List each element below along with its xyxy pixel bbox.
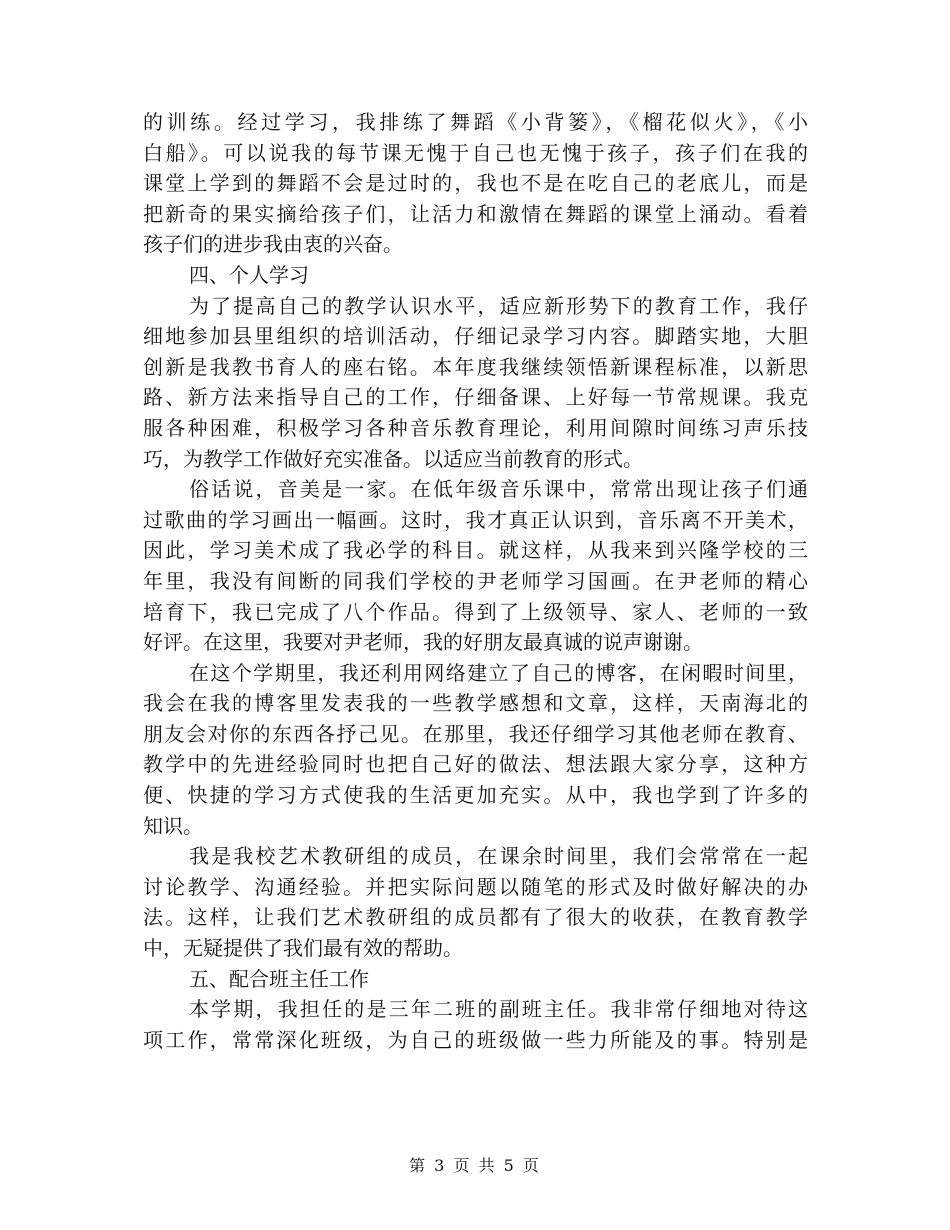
text-line: 细地参加县里组织的培训活动，仔细记录学习内容。脚踏实地，大胆 (143, 324, 808, 349)
text-line: 教学中的先进经验同时也把自己好的做法、想法跟大家分享，这种方 (143, 752, 808, 777)
text-line: 过歌曲的学习画出一幅画。这时，我才真正认识到，音乐离不开美术， (143, 507, 808, 532)
text-line: 四、个人学习 (189, 262, 309, 287)
text-line: 我会在我的博客里发表我的一些教学感想和文章，这样，天南海北的 (143, 691, 808, 716)
text-line: 把新奇的果实摘给孩子们，让活力和激情在舞蹈的课堂上涌动。看着 (143, 201, 808, 226)
text-line: 白船》。可以说我的每节课无愧于自己也无愧于孩子，孩子们在我的 (143, 140, 808, 165)
text-line: 讨论教学、沟通经验。并把实际问题以随笔的形式及时做好解决的办 (143, 874, 808, 899)
text-line: 便、快捷的学习方式使我的生活更加充实。从中，我也学到了许多的 (143, 783, 808, 808)
text-line: 朋友会对你的东西各抒己见。在那里，我还仔细学习其他老师在教育、 (143, 721, 808, 746)
text-line: 创新是我教书育人的座右铭。本年度我继续领悟新课程标准，以新思 (143, 354, 808, 379)
text-line: 为了提高自己的教学认识水平，适应新形势下的教育工作，我仔 (189, 293, 808, 318)
text-line: 服各种困难，积极学习各种音乐教育理论，利用间隙时间练习声乐技 (143, 415, 808, 440)
text-line: 课堂上学到的舞蹈不会是过时的，我也不是在吃自己的老底儿，而是 (143, 171, 808, 196)
text-line: 五、配合班主任工作 (189, 966, 369, 991)
text-line: 孩子们的进步我由衷的兴奋。 (143, 232, 403, 257)
text-line: 俗话说，音美是一家。在低年级音乐课中，常常出现让孩子们通 (189, 477, 808, 502)
text-line: 的训练。经过学习，我排练了舞蹈《小背篓》，《榴花似火》，《小 (143, 110, 808, 134)
body-text (143, 107, 808, 1055)
text-line: 在这个学期里，我还利用网络建立了自己的博客，在闲暇时间里， (189, 660, 808, 685)
text-line: 路、新方法来指导自己的工作，仔细备课、上好每一节常规课。我克 (143, 385, 808, 410)
text-line: 中，无疑提供了我们最有效的帮助。 (143, 936, 463, 961)
text-line: 知识。 (143, 813, 203, 838)
text-line: 项工作，常常深化班级，为自己的班级做一些力所能及的事。特别是 (143, 1027, 808, 1052)
text-line: 年里，我没有间断的同我们学校的尹老师学习国画。在尹老师的精心 (143, 568, 808, 593)
text-line: 我是我校艺术教研组的成员，在课余时间里，我们会常常在一起 (189, 844, 808, 869)
text-line: 本学期，我担任的是三年二班的副班主任。我非常仔细地对待这 (189, 997, 808, 1022)
text-line: 培育下，我已完成了八个作品。得到了上级领导、家人、老师的一致 (143, 599, 808, 624)
text-line: 因此，学习美术成了我必学的科目。就这样，从我来到兴隆学校的三 (143, 538, 808, 563)
text-line: 好评。在这里，我要对尹老师，我的好朋友最真诚的说声谢谢。 (143, 630, 703, 655)
text-line: 法。这样，让我们艺术教研组的成员都有了很大的收获，在教育教学 (143, 905, 808, 930)
text-line: 巧，为教学工作做好充实准备。以适应当前教育的形式。 (143, 446, 643, 471)
page-footer: 第 3 页 共 5 页 (409, 1156, 541, 1175)
